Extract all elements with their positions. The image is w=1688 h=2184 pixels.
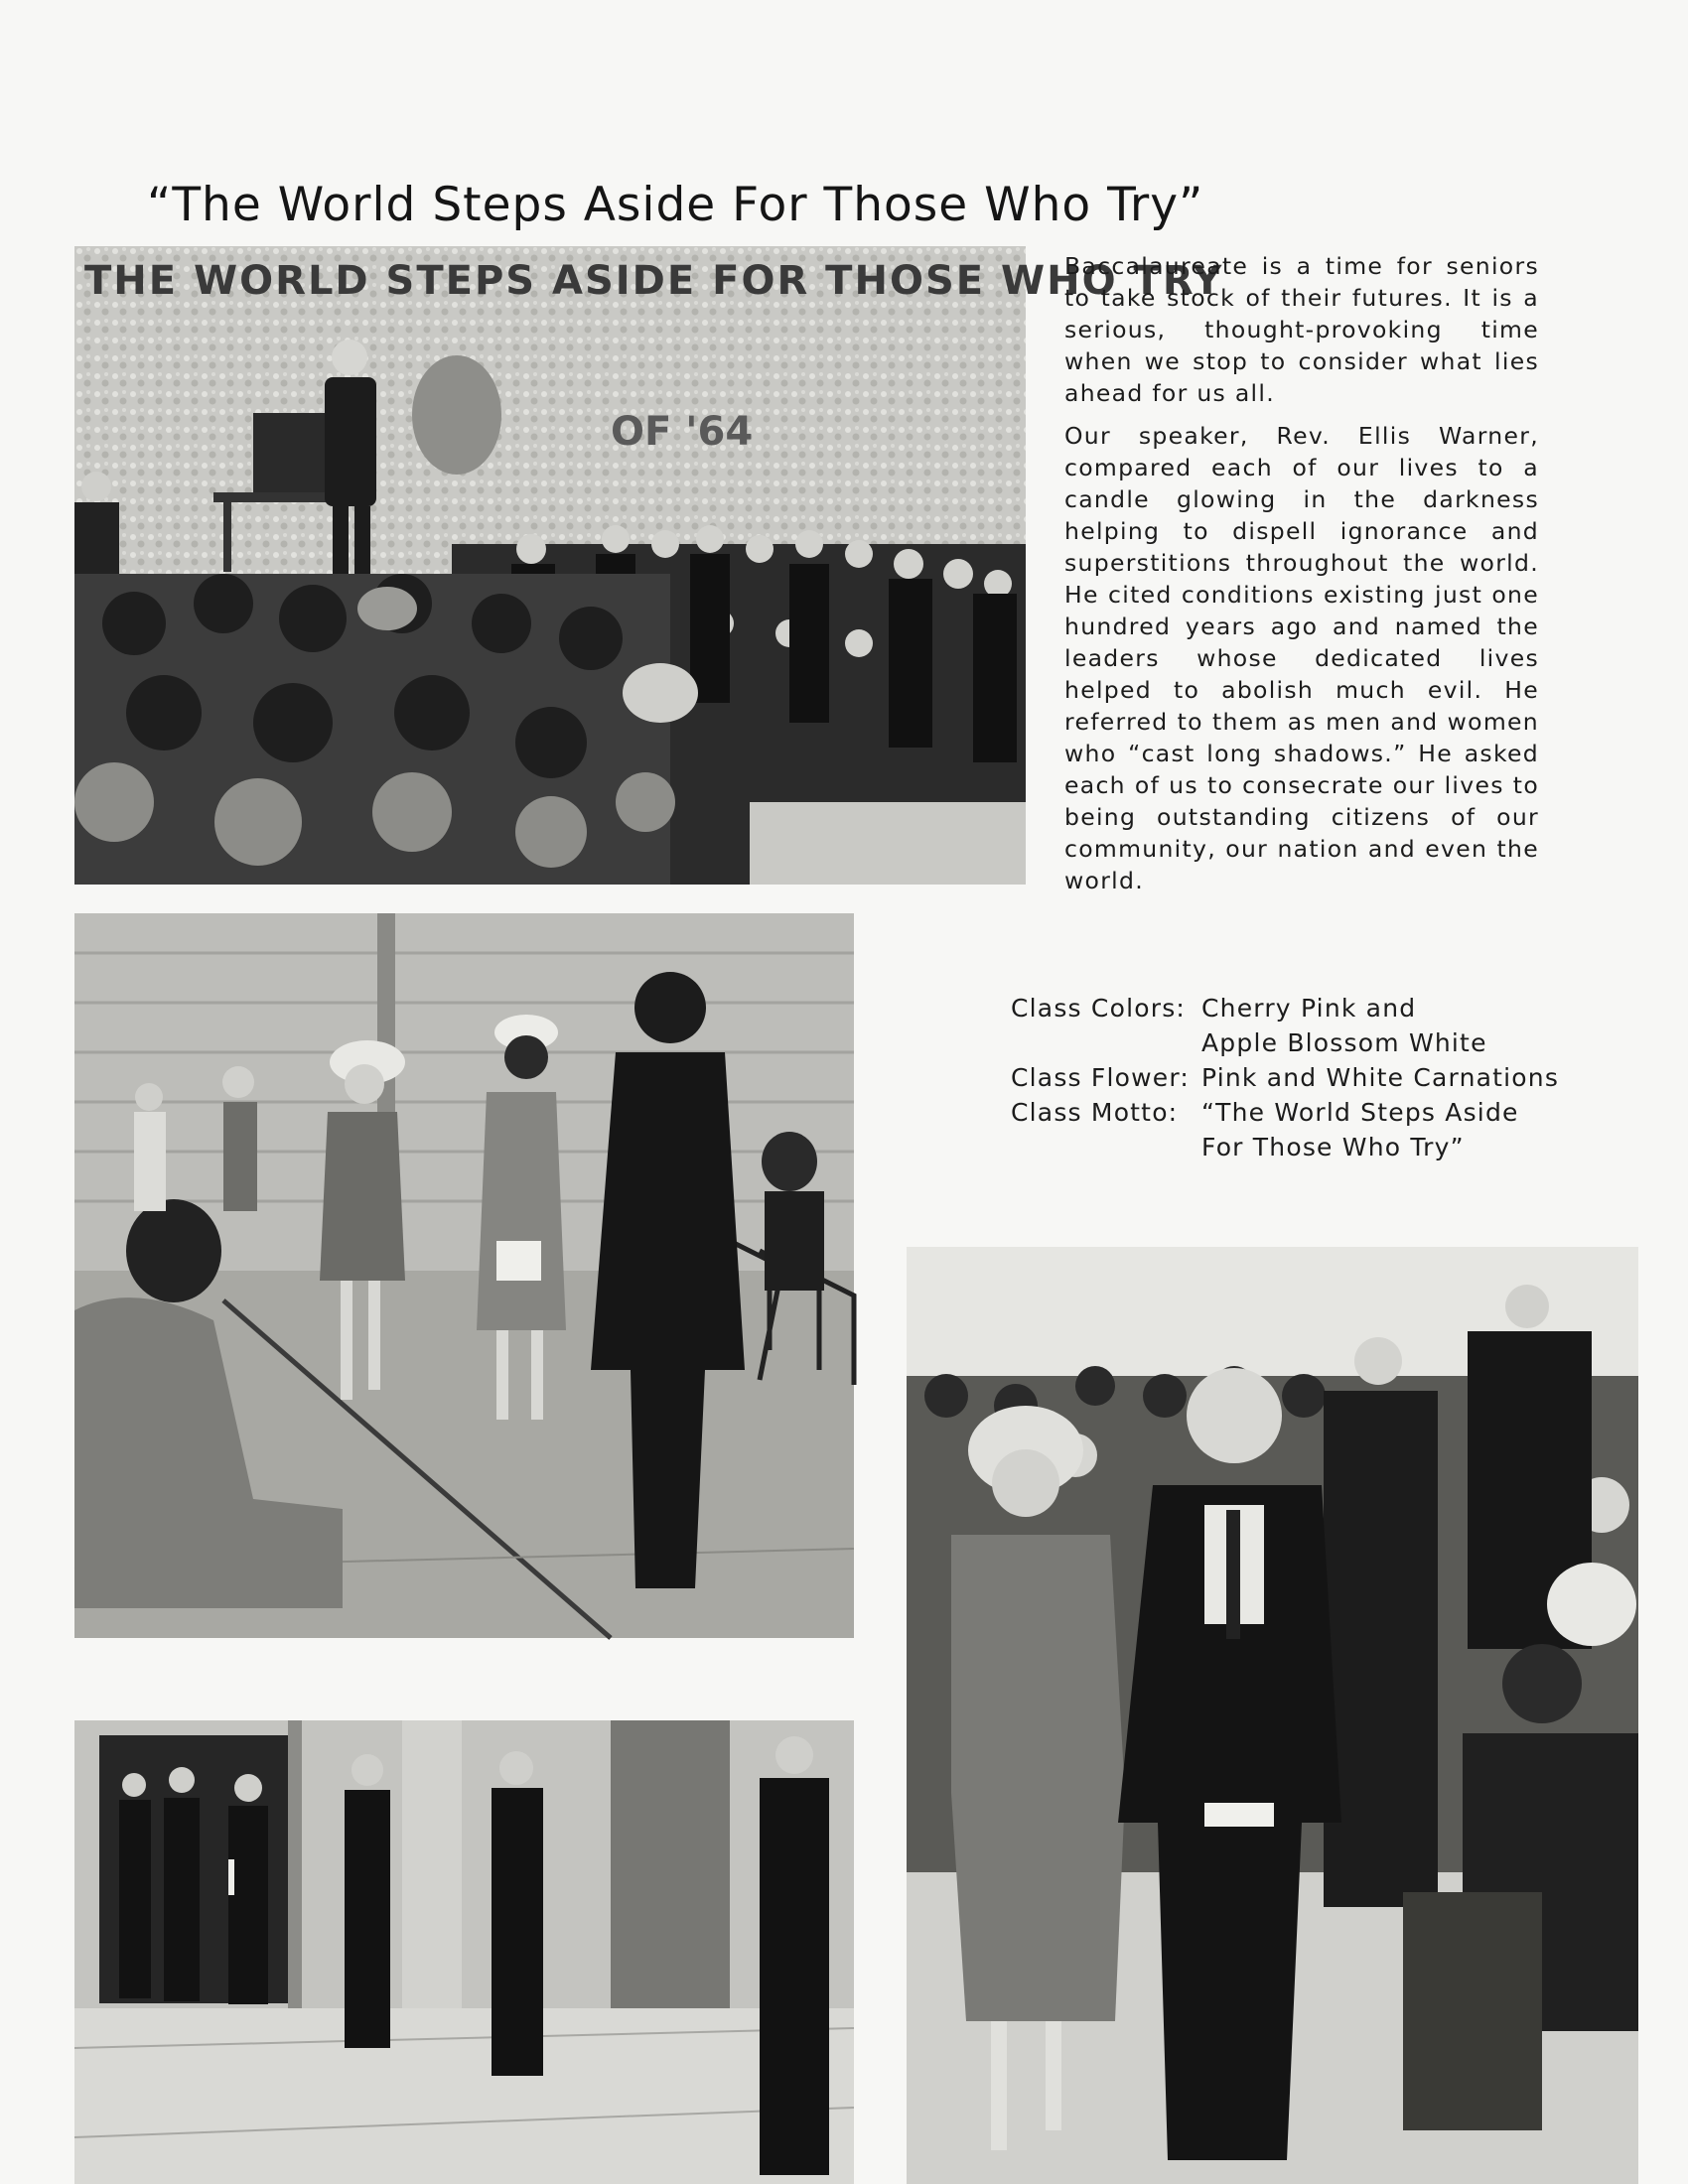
class-flower-value: Pink and White Carnations [1201,1063,1560,1092]
photo-baccalaureate-speaker [74,246,1224,885]
class-flower-row [1011,1060,1567,1095]
article-text [1064,250,1539,907]
class-colors-row [1011,991,1567,1060]
class-colors-value: Cherry Pink and Apple Blossom White [1201,994,1487,1057]
class-motto-value: “The World Steps Aside For Those Who Try” [1201,1098,1519,1161]
photo-processional-gym [74,913,854,1638]
photo-seniors-entering [74,1720,854,2184]
paragraph-intro: Baccalaureate is a time for seniors to take stock of their futures. It is a serious, thought-provoking time when we stop to consider what lies ahead for us all. [1064,252,1539,407]
paragraph-speaker: Our speaker, Rev. Ellis Warner, compared each of our lives to a candle glowing in the darkness helping to dispell ignorance and superstitions throughout the world. He cited conditions existing just one hundred years ago and named the leaders whose dedicated lives helped to abolish much evil. He referred to them as men and women who “cast long shadows.” He asked each of us to consecrate our lives to being outstanding citizens of our community, our nation and even the world. [1064,422,1539,894]
page-title: “The World Steps Aside For Those Who Try” [147,178,1204,233]
class-colors-label: Class Colors: [1011,994,1187,1023]
photo-recessional [907,1247,1638,2184]
class-motto-row [1011,1095,1567,1164]
class-info [1011,991,1567,1164]
banner-class-letters: OF '64 [611,409,754,455]
banner-letters: THE WORLD STEPS ASIDE FOR THOSE WHO TRY [84,258,1224,304]
class-motto-label: Class Motto: [1011,1098,1179,1127]
class-flower-label: Class Flower: [1011,1063,1191,1092]
